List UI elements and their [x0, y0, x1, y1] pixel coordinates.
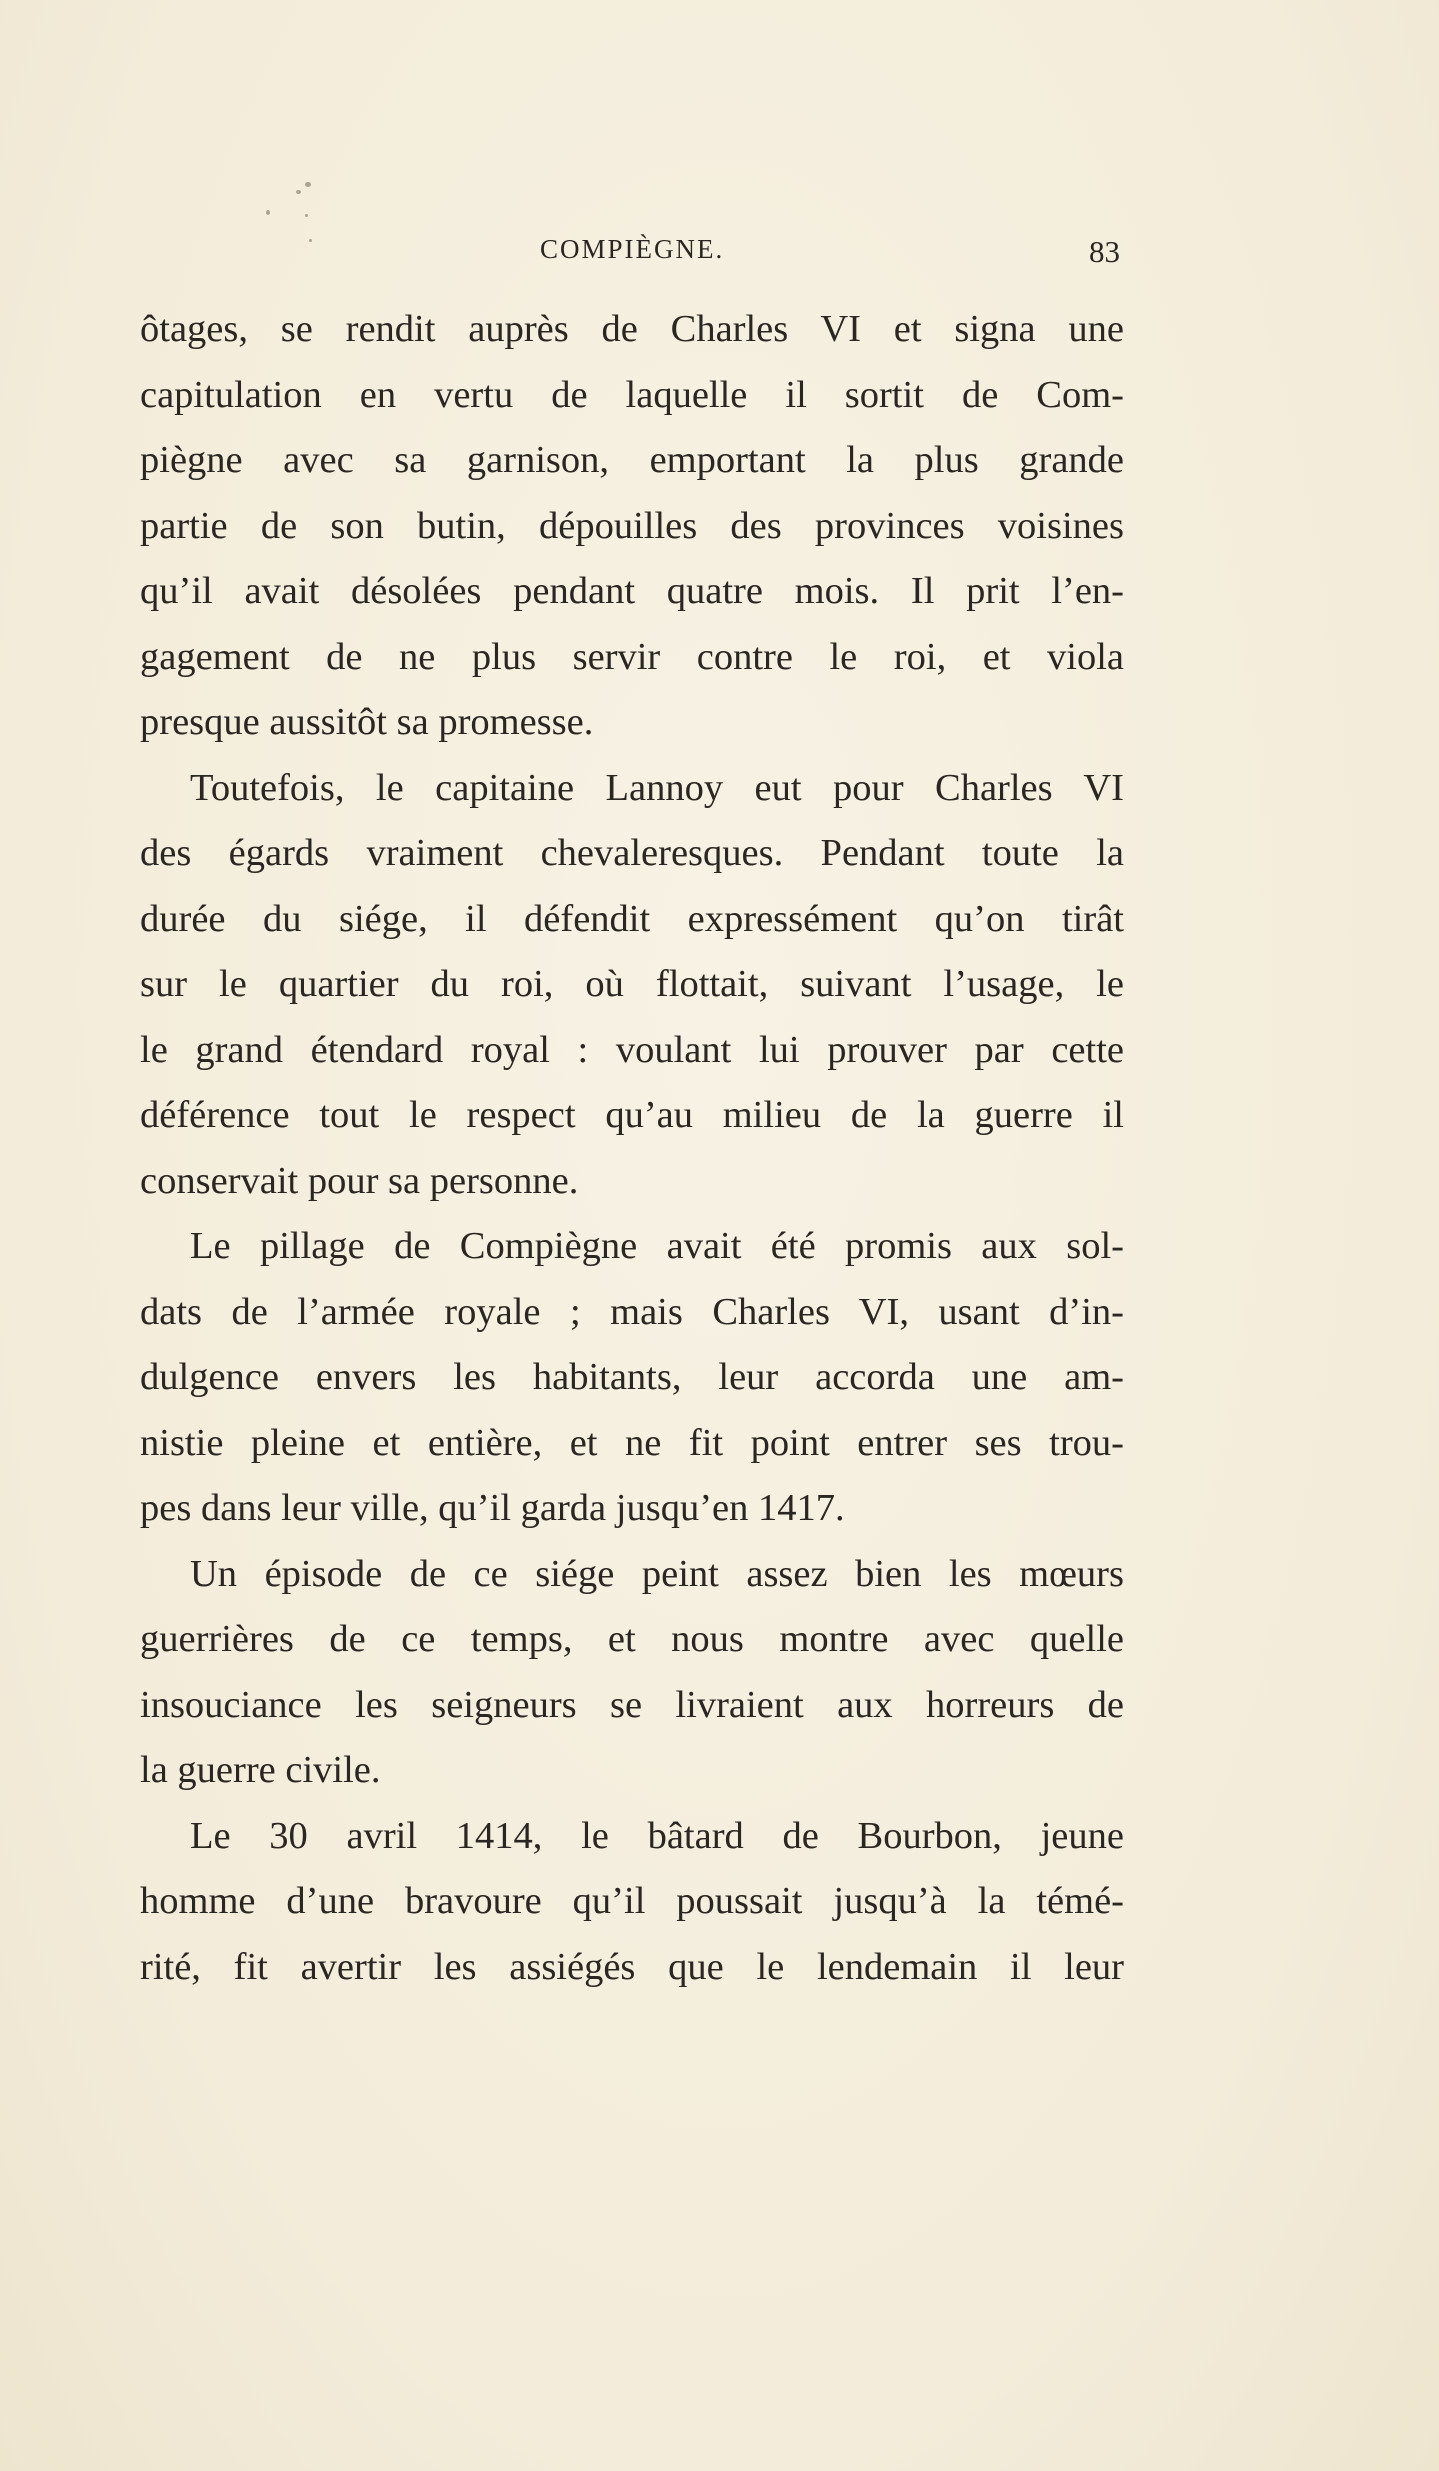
text-line: pes dans leur ville, qu’il garda jusqu’en 1417.: [140, 1487, 845, 1529]
text-line: guerrières de ce temps, et nous montre avec quelle: [140, 1618, 1124, 1660]
text-line: la guerre civile.: [140, 1749, 381, 1791]
text-line: presque aussitôt sa promesse.: [140, 701, 594, 743]
text-line: capitulation en vertu de laquelle il sortit de Com-: [140, 373, 1124, 416]
ink-speck: [305, 214, 308, 217]
text-line: déférence tout le respect qu’au milieu de la guerre il: [140, 1094, 1124, 1136]
text-line: Toutefois, le capitaine Lannoy eut pour Charles VI: [190, 766, 1124, 809]
text-line: nistie pleine et entière, et ne fit point entrer ses trou-: [140, 1421, 1124, 1464]
text-line: des égards vraiment chevaleresques. Pendant toute la: [140, 832, 1124, 874]
text-line: conservait pour sa personne.: [140, 1159, 579, 1202]
ink-speck: [305, 182, 311, 187]
text-line: durée du siége, il défendit expressément qu’on tirât: [140, 897, 1124, 940]
page-header: [140, 234, 1120, 274]
ink-speck: [296, 190, 301, 194]
ink-speck: [266, 210, 270, 215]
text-line: ôtages, se rendit auprès de Charles VI et signa une: [140, 308, 1124, 350]
text-line: partie de son butin, dépouilles des provinces voisines: [140, 504, 1124, 547]
text-line: Le 30 avril 1414, le bâtard de Bourbon, jeune: [190, 1814, 1124, 1857]
text-line: insouciance les seigneurs se livraient aux horreurs de: [140, 1683, 1124, 1726]
text-line: qu’il avait désolées pendant quatre mois. Il prit l’en-: [140, 570, 1124, 612]
text-line: piègne avec sa garnison, emportant la plus grande: [140, 439, 1124, 481]
body-text: [140, 297, 1124, 2000]
text-line: dats de l’armée royale ; mais Charles VI, usant d’in-: [140, 1290, 1124, 1333]
text-line: gagement de ne plus servir contre le roi, et viola: [140, 635, 1124, 678]
text-line: le grand étendard royal : voulant lui prouver par cette: [140, 1028, 1124, 1071]
page-number: 83: [1089, 234, 1120, 269]
running-head: COMPIÈGNE.: [540, 234, 725, 264]
text-line: Le pillage de Compiègne avait été promis aux sol-: [190, 1225, 1124, 1267]
text-line: dulgence envers les habitants, leur accorda une am-: [140, 1356, 1124, 1398]
text-line: homme d’une bravoure qu’il poussait jusqu’à la témé-: [140, 1880, 1124, 1922]
text-line: Un épisode de ce siége peint assez bien les mœurs: [190, 1552, 1124, 1595]
text-line: sur le quartier du roi, où flottait, suivant l’usage, le: [140, 963, 1124, 1005]
text-line: rité, fit avertir les assiégés que le lendemain il leur: [140, 1945, 1124, 1988]
